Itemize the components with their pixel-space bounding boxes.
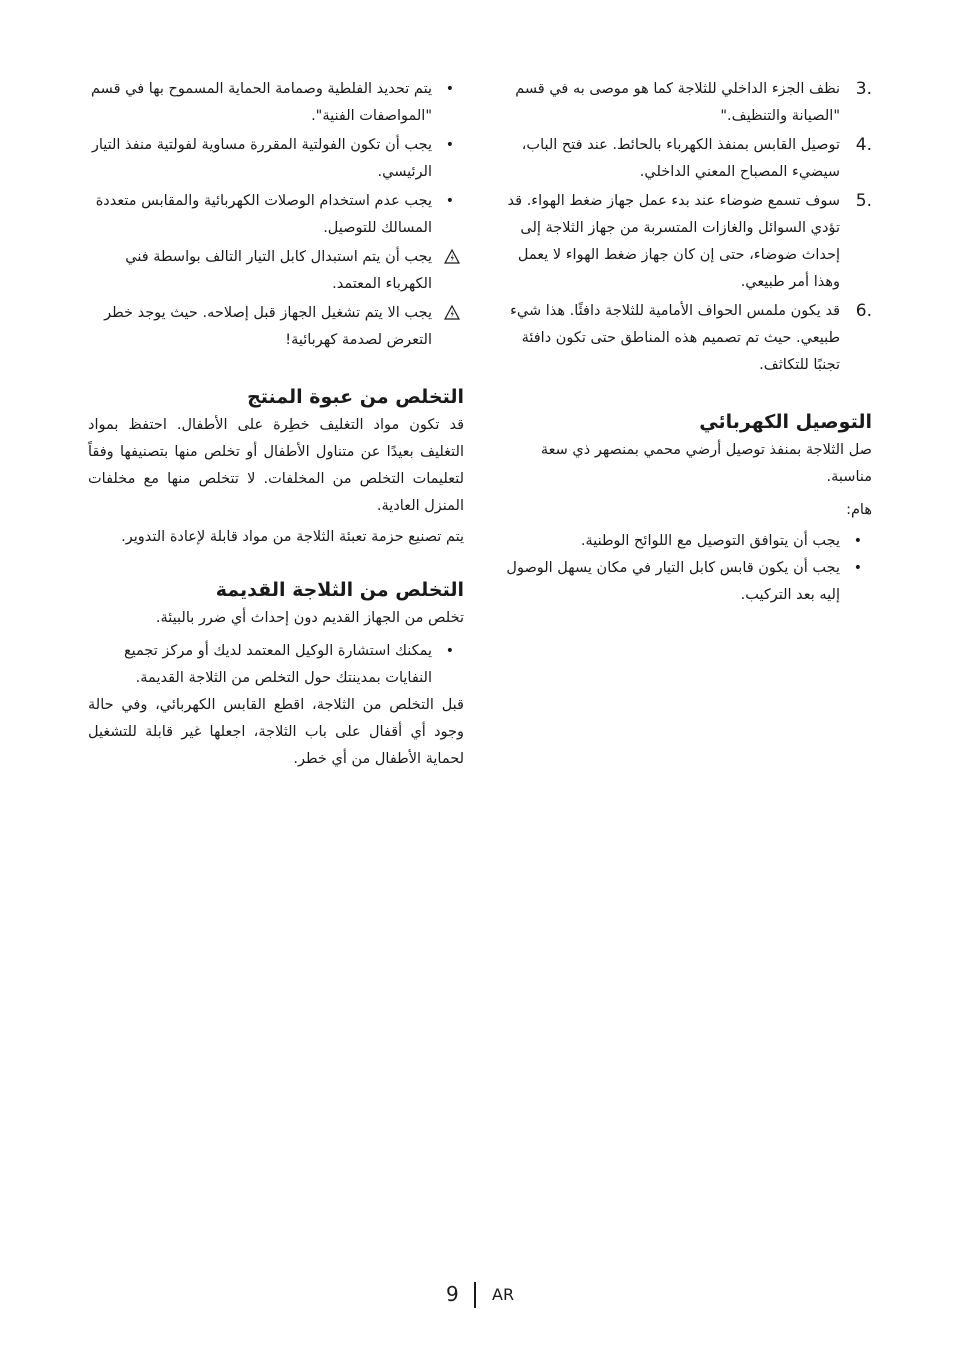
page-footer [0, 1280, 954, 1310]
spec-bullet-3 [88, 188, 464, 242]
bullet-icon: • [445, 193, 454, 209]
numbered-item-3 [506, 76, 872, 130]
numbered-item-6 [506, 298, 872, 379]
packaging-para-2: يتم تصنيع حزمة تعبئة الثلاجة من مواد قابلة لإعادة التدوير. [121, 529, 464, 545]
item-text: توصيل القابس بمنفذ الكهرباء بالحائط. عند فتح الباب، سيضيء المصباح المعني الداخلي. [521, 137, 840, 180]
right-column [506, 76, 872, 609]
packaging-disposal-heading: التخلص من عبوة المنتج [247, 386, 464, 408]
spec-bullet-2 [88, 132, 464, 186]
bullet-icon: • [445, 137, 454, 153]
item-text: سوف تسمع ضوضاء عند بدء عمل جهاز ضغط الهواء. قد تؤدي السوائل والغازات المتسربة من جهاز الثلاجة إلى إحداث ضوضاء، حتى إن كان جهاز ضغط الهواء لا يعمل وهذا أمر طبيعي. [507, 193, 840, 290]
bullet-text: يتم تحديد الفلطية وصمامة الحماية المسموح بها في قسم "المواصفات الفنية". [91, 81, 432, 124]
item-text: قد يكون ملمس الحواف الأمامية للثلاجة دافئًا. هذا شيء طبيعي. حيث تم تصميم هذه المناطق حتى تكون دافئة تجنبًا للتكاثف. [510, 303, 840, 373]
warning-text: يجب أن يتم استبدال كابل التيار التالف بواسطة فني الكهرباء المعتمد. [125, 249, 432, 292]
item-number: 4. [855, 135, 872, 155]
electrical-intro-text: صل الثلاجة بمنفذ توصيل أرضي محمي بمنصهر ذي سعة مناسبة. [540, 442, 872, 485]
important-label: هام: [846, 502, 872, 518]
old-fridge-bullet [88, 638, 464, 692]
warning-triangle-icon [444, 249, 460, 264]
packaging-para-1: قد تكون مواد التغليف خطِرة على الأطفال. احتفظ بمواد التغليف بعيدًا عن متناول الأطفال أو تخلص منها بتصنيفها وفقاً لتعليمات التخلص من المخلفات. لا تتخلص منها مع مخلفات المنزل العادية. [88, 417, 464, 514]
bullet-icon: • [853, 560, 862, 576]
bullet-text: يجب أن يكون قابس كابل التيار في مكان يسهل الوصول إليه بعد التركيب. [506, 560, 840, 603]
left-column [88, 76, 464, 773]
electrical-connection-heading: التوصيل الكهربائي [699, 411, 872, 433]
old-fridge-disposal-heading: التخلص من الثلاجة القديمة [215, 579, 464, 601]
item-text: نظف الجزء الداخلي للثلاجة كما هو موصى به في قسم "الصيانة والتنظيف." [515, 81, 840, 124]
warning-triangle-icon [444, 305, 460, 320]
page-number: 9 [446, 1282, 459, 1306]
numbered-item-5 [506, 188, 872, 296]
bullet-text: يمكنك استشارة الوكيل المعتمد لديك أو مركز تجميع النفايات بمدينتك حول التخلص من الثلاجة القديمة. [123, 643, 432, 686]
warning-item-1 [88, 244, 464, 298]
bullet-text: يجب أن تكون الفولتية المقررة مساوية لفولتية منفذ التيار الرئيسي. [91, 137, 432, 180]
old-fridge-closing-para: قبل التخلص من الثلاجة، اقطع القابس الكهربائي، وفي حالة وجود أي أقفال على باب الثلاجة، اجعلها غير قابلة للتشغيل لحماية الأطفال من أي خطر. [88, 697, 464, 767]
language-code: AR [492, 1285, 515, 1304]
footer-divider [474, 1282, 476, 1308]
item-number: 5. [855, 191, 872, 211]
bullet-icon: • [853, 533, 862, 549]
old-fridge-para: تخلص من الجهاز القديم دون إحداث أي ضرر بالبيئة. [155, 610, 464, 626]
numbered-item-4 [506, 132, 872, 186]
bullet-text: يجب عدم استخدام الوصلات الكهربائية والمقابس متعددة المسالك للتوصيل. [95, 193, 432, 236]
spec-bullet-1 [88, 76, 464, 130]
bullet-icon: • [445, 81, 454, 97]
important-bullet-1 [506, 528, 872, 555]
item-number: 3. [855, 79, 872, 99]
important-bullet-2 [506, 555, 872, 609]
warning-text: يجب الا يتم تشغيل الجهاز قبل إصلاحه. حيث يوجد خطر التعرض لصدمة كهربائية! [104, 305, 432, 348]
item-number: 6. [855, 301, 872, 321]
bullet-icon: • [445, 643, 454, 659]
bullet-text: يجب أن يتوافق التوصيل مع اللوائح الوطنية. [580, 533, 840, 549]
warning-item-2 [88, 300, 464, 354]
